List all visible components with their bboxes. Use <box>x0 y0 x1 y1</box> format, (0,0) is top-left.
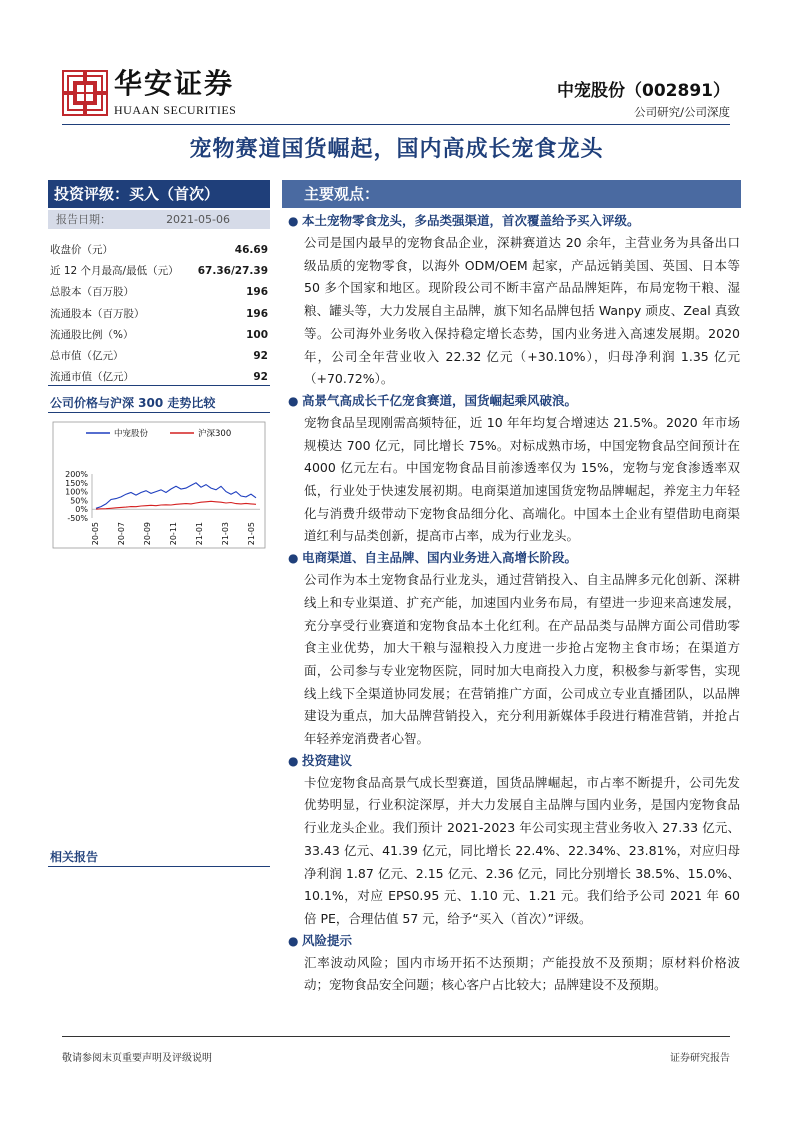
y-tick-label: 0% <box>75 505 88 515</box>
section-heading <box>288 549 740 567</box>
footer-report-label: 证券研究报告 <box>670 1053 730 1064</box>
footer-divider <box>62 1036 730 1037</box>
section-body: 宠物食品呈现刚需高频特征，近 10 年年均复合增速达 21.5%。2020 年市场规模达 700 亿元，同比增长 75%。对标成熟市场，中国宠物食品空间预计在 4000 亿元左右。中国宠物食品目前渗透率仅为 15%，宠物与宠食渗透率双低，行业处于快速发展初期。电商渠道加速国货宠物品牌崛起，养宠主力年轻化与消费升级带动下宠物食品细分化、高端化。中国本土企业有望借助电商渠道红利与品类创新，提高市占率，成为行业龙头。 <box>304 414 740 544</box>
bullet-icon: ● <box>288 214 299 228</box>
series-line <box>96 501 256 509</box>
stat-label: 总股本（百万股） <box>50 286 134 299</box>
y-tick-label: 150% <box>65 478 88 488</box>
bullet-icon: ● <box>288 753 299 768</box>
section-heading <box>288 392 740 410</box>
y-tick-label: 200% <box>65 470 88 479</box>
legend-label: 沪深300 <box>198 429 232 439</box>
stat-label: 近 12 个月最高/最低（元） <box>50 265 179 278</box>
section-heading-text: 高景气高成长千亿宠食赛道，国货崛起乘风破浪。 <box>302 392 578 408</box>
key-views-sections <box>288 212 740 998</box>
related-reports-title: 相关报告 <box>50 850 99 864</box>
stat-row <box>48 282 270 303</box>
section-heading <box>288 752 740 770</box>
investment-rating: 投资评级：买入（首次） <box>48 180 270 208</box>
stats-divider <box>48 385 270 386</box>
x-tick-label: 20-09 <box>143 522 152 546</box>
stat-value: 196 <box>246 307 268 320</box>
page-title: 宠物赛道国货崛起，国内高成长宠食龙头 <box>189 137 604 162</box>
section-heading <box>288 932 740 950</box>
x-tick-label: 21-03 <box>221 522 230 546</box>
header-divider <box>62 124 730 125</box>
x-tick-label: 20-05 <box>91 522 100 546</box>
legend-label: 中宠股份 <box>114 429 149 439</box>
x-tick-label: 21-01 <box>195 522 204 546</box>
stat-row <box>48 304 270 325</box>
price-chart-svg <box>48 418 270 552</box>
y-tick-label: -50% <box>67 514 88 523</box>
x-tick-label: 20-07 <box>117 522 126 546</box>
stat-row <box>48 325 270 346</box>
section-heading-text: 电商渠道、自主品牌、国内业务进入高增长阶段。 <box>302 550 578 566</box>
stat-value: 46.69 <box>234 244 268 256</box>
section-body: 公司是国内最早的宠物食品企业，深耕赛道达 20 余年，主营业务为具备出口级品质的宠物零食，以海外 ODM/OEM 起家，产品远销美国、英国、日本等 50 多个国家和地区。现阶段公司不断丰富产品品牌矩阵，布局宠物干粮、湿粮、罐头等，大力发展自主品牌，旗下知名品牌包括 Wanpy 顽皮、Zeal 真致等。公司海外业务收入保持稳定增长态势，国内业务进入高速发展期。2020 年，公司全年营业收入 22.32 亿元（+30.10%），归母净利润 1.35 亿元（+70.72%）。 <box>304 235 740 387</box>
stat-label: 流通股比例（%） <box>50 328 134 341</box>
y-tick-label: 50% <box>70 496 88 506</box>
bullet-icon: ● <box>288 551 299 566</box>
report-date-label: 报告日期： <box>56 213 111 226</box>
price-comparison-chart <box>48 418 270 552</box>
stat-value: 100 <box>246 328 268 341</box>
stat-label: 总市值（亿元） <box>50 349 124 362</box>
stat-row <box>48 261 270 282</box>
chart-title: 公司价格与沪深 300 走势比较 <box>50 396 216 410</box>
related-reports-divider <box>48 866 270 867</box>
key-views-header: 主要观点： <box>282 180 741 208</box>
section-body: 公司作为本土宠物食品行业龙头，通过营销投入、自主品牌多元化创新、深耕线上和专业渠道、扩充产能，加速国内业务布局，有望进一步迎来高速发展，充分享受行业赛道和宠物食品本土化红利。在产品品类与品牌方面公司借助零食主业优势，加大干粮与湿粮投入力度进一步抢占宠物主食市场；在渠道方面，公司参与专业宠物医院，同时加大电商投入力度，积极参与新零售，实现线上线下全渠道协同发展；在营销推广方面，公司成立专业直播团队，以品牌建设为重点，加大品牌营销投入，充分利用新媒体手段进行精准营销，并抢占年轻养宠消费者心智。 <box>304 572 740 747</box>
section-body: 汇率波动风险；国内市场开拓不达预期；产能投放不及预期；原材料价格波动；宠物食品安全问题；核心客户占比较大；品牌建设不及预期。 <box>304 954 740 993</box>
x-tick-label: 20-11 <box>169 522 178 546</box>
stat-row <box>48 240 270 261</box>
huaan-logo-icon <box>62 70 108 116</box>
chart-title-divider <box>48 412 270 413</box>
stock-title: 中宠股份（002891） <box>557 81 730 101</box>
footer-disclaimer: 敬请参阅末页重要声明及评级说明 <box>62 1053 212 1064</box>
stat-value: 92 <box>253 371 268 384</box>
y-tick-label: 100% <box>65 487 88 497</box>
x-tick-label: 21-05 <box>247 522 256 546</box>
bullet-icon: ● <box>288 933 299 948</box>
stat-value: 196 <box>246 286 268 299</box>
section-body: 卡位宠物食品高景气成长型赛道，国货品牌崛起，市占率不断提升，公司先发优势明显，行业积淀深厚，并大力发展自主品牌与国内业务，是国内宠物食品行业龙头企业。我们预计 2021-2023 年公司实现主营业务收入 27.33 亿元、33.43 亿元、41.39 亿元，同比增长 22.4%、22.34%、23.81%，对应归母净利润 1.87 亿元、2.15 亿元、2.36 亿元，同比分别增长 38.5%、15.0%、10.1%，对应 EPS0.95 元、1.10 元、1.21 元。我们给予公司 2021 年 60 倍 PE，合理估值 57 元，给予“买入（首次）”评级。 <box>304 774 740 926</box>
section-heading-text: 本土宠物零食龙头，多品类强渠道，首次覆盖给予买入评级。 <box>302 213 640 228</box>
stat-label: 收盘价（元） <box>50 244 113 256</box>
logo-chinese-name: 华安证券 <box>114 67 235 100</box>
company-logo <box>62 68 242 122</box>
report-date-bar <box>48 210 270 229</box>
logo-english-name: HUAAN SECURITIES <box>114 103 237 117</box>
stat-value: 92 <box>253 349 268 362</box>
stat-label: 流通市值（亿元） <box>50 371 134 384</box>
stat-label: 流通股本（百万股） <box>50 307 145 320</box>
bullet-icon: ● <box>288 393 299 408</box>
section-heading <box>288 212 740 230</box>
report-type: 公司研究/公司深度 <box>634 105 730 119</box>
section-heading-text: 投资建议 <box>302 752 353 768</box>
stock-stats <box>48 240 270 388</box>
stat-value: 67.36/27.39 <box>197 265 268 278</box>
stat-row <box>48 346 270 367</box>
section-heading-text: 风险提示 <box>302 932 353 948</box>
report-date-value: 2021-05-06 <box>166 213 230 226</box>
